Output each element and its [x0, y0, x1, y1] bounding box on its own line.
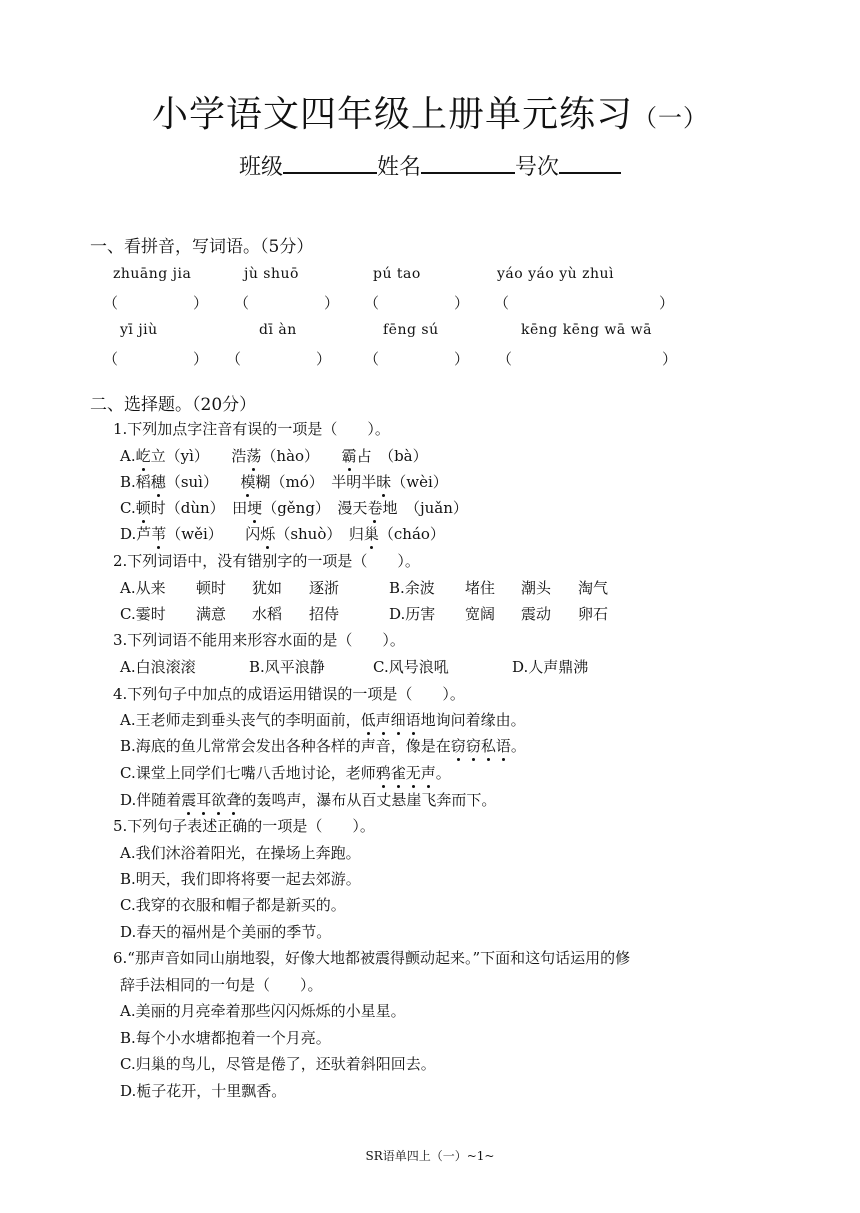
q2-word[interactable]: D.历害: [389, 605, 436, 623]
answer-paren-1[interactable]: （ ）: [103, 294, 209, 312]
q5-option-d[interactable]: D.春天的福州是个美丽的季节。: [120, 923, 332, 941]
dotted-char: 昧: [376, 473, 392, 491]
q3-option-c[interactable]: C.风号浪吼: [373, 658, 449, 676]
q2-word: 卵石: [578, 605, 609, 623]
q6-stem-line1: 6.“那声音如同山崩地裂，好像大地都被震得颤动起来。”下面和这句话运用的修: [113, 949, 631, 967]
dotted-char: 低: [360, 711, 376, 729]
answer-paren-5[interactable]: （ ）: [103, 350, 209, 368]
dotted-char: 雀: [390, 764, 406, 782]
dotted-idiom: [376, 764, 436, 782]
dotted-char: 细: [390, 711, 406, 729]
q5-stem: 5.下列句子表述正确的一项是（ ）。: [113, 817, 375, 835]
q2-word: 堵住: [465, 579, 496, 597]
pinyin-1: zhuāng jia: [113, 266, 192, 282]
q2-stem: 2.下列词语中，没有错别字的一项是（ ）。: [113, 552, 420, 570]
section2-heading: 二、选择题。（20分）: [90, 395, 257, 415]
pinyin-4: yáo yáo yù zhuì: [497, 266, 615, 282]
pinyin-5: yī jiù: [120, 322, 158, 338]
dotted-char: 聋: [226, 791, 242, 809]
dotted-idiom: [361, 711, 421, 729]
dotted-char: 耳: [196, 791, 212, 809]
dotted-char: 苇: [151, 525, 167, 543]
pinyin-7: fēng sú: [383, 322, 439, 338]
title-suffix: （一）: [633, 104, 708, 132]
q2-word: 宽阔: [465, 605, 496, 623]
q1-option-a[interactable]: A.屹立（yì） 浩荡（hào） 霸占 （bà）: [120, 447, 428, 465]
q3-stem: 3.下列词语不能用来形容水面的是（ ）。: [113, 631, 405, 649]
q2-word: 逐浙: [309, 579, 340, 597]
pinyin-6: dī àn: [259, 322, 297, 338]
dotted-char: 语: [405, 711, 421, 729]
class-blank[interactable]: [283, 150, 377, 174]
pinyin-3: pú tao: [373, 266, 421, 282]
q6-option-c[interactable]: C.归巢的鸟儿，尽管是倦了，还驮着斜阳回去。: [120, 1055, 436, 1073]
q3-option-b[interactable]: B.风平浪静: [249, 658, 325, 676]
dotted-idiom: [451, 737, 511, 755]
pinyin-8: kēng kēng wā wā: [521, 322, 653, 338]
q6-stem-line2: 辞手法相同的一句是（ ）。: [120, 976, 323, 994]
q2-word: 淘气: [578, 579, 609, 597]
dotted-char: 欲: [211, 791, 227, 809]
dotted-char: 埂: [247, 499, 263, 517]
dotted-char: 窃: [450, 737, 466, 755]
class-label: 班级: [238, 155, 283, 180]
q2-word: 满意: [196, 605, 227, 623]
answer-paren-4[interactable]: （ ）: [494, 294, 675, 312]
answer-paren-2[interactable]: （ ）: [234, 294, 340, 312]
q2-word: 犹如: [252, 579, 283, 597]
q2-word: 顿时: [196, 579, 227, 597]
dotted-char: 卷: [367, 499, 383, 517]
q2-word[interactable]: B.余波: [389, 579, 435, 597]
pinyin-2: jù shuō: [244, 266, 299, 282]
answer-paren-7[interactable]: （ ）: [364, 350, 470, 368]
answer-paren-3[interactable]: （ ）: [364, 294, 470, 312]
q1-option-b[interactable]: B.稻穗（suì） 模糊（mó） 半明半昧（wèi）: [120, 473, 448, 491]
q4-option-d[interactable]: D.伴随着震耳欲聋的轰鸣声，瀑布从百丈悬崖飞奔而下。: [120, 791, 497, 809]
dotted-char: 穗: [150, 473, 166, 491]
q1-stem: 1.下列加点字注音有误的一项是（ ）。: [113, 420, 390, 438]
q2-word: 潮头: [521, 579, 552, 597]
dotted-char: 屹: [135, 447, 151, 465]
number-label: 号次: [515, 155, 560, 180]
q5-option-b[interactable]: B.明天，我们即将将要一起去郊游。: [120, 870, 361, 888]
dotted-char: 鸦: [375, 764, 391, 782]
section1-heading: 一、看拼音，写词语。（5分）: [90, 237, 314, 257]
q2-word[interactable]: C.霎时: [120, 605, 166, 623]
q4-stem: 4.下列句子中加点的成语运用错误的一项是（ ）。: [113, 685, 465, 703]
dotted-char: 声: [420, 764, 436, 782]
student-info: [0, 150, 860, 181]
dotted-char: 震: [181, 791, 197, 809]
q6-option-d[interactable]: D.栀子花开，十里飘香。: [120, 1082, 287, 1100]
q1-option-d[interactable]: D.芦苇（wěi） 闪烁（shuò） 归巢（cháo）: [120, 525, 445, 543]
q2-word: 招侍: [309, 605, 340, 623]
dotted-char: 私: [480, 737, 496, 755]
q6-option-a[interactable]: A.美丽的月亮牵着那些闪闪烁烁的小星星。: [120, 1002, 406, 1020]
q4-option-b[interactable]: B.海底的鱼儿常常会发出各种各样的声音，像是在窃窃私语。: [120, 737, 526, 755]
q6-option-b[interactable]: B.每个小水塘都抱着一个月亮。: [120, 1029, 331, 1047]
dotted-char: 巢: [363, 525, 379, 543]
answer-paren-6[interactable]: （ ）: [226, 350, 332, 368]
dotted-char: 霸: [341, 447, 357, 465]
dotted-char: 模: [240, 473, 256, 491]
q3-option-a[interactable]: A.白浪滚滚: [120, 658, 196, 676]
dotted-idiom: [181, 791, 241, 809]
page-title: 小学语文四年级上册单元练习（一）: [151, 94, 708, 135]
dotted-char: 烁: [260, 525, 276, 543]
dotted-char: 声: [375, 711, 391, 729]
q2-word[interactable]: A.从来: [120, 579, 166, 597]
q1-option-c[interactable]: C.顿时（dùn） 田埂（gěng） 漫天卷地 （juǎn）: [120, 499, 468, 517]
page-footer: SR语单四上（一）~1~: [365, 1149, 495, 1163]
q5-option-a[interactable]: A.我们沐浴着阳光，在操场上奔跑。: [120, 844, 361, 862]
dotted-char: 窃: [465, 737, 481, 755]
q4-option-c[interactable]: C.课堂上同学们七嘴八舌地讨论，老师鸦雀无声。: [120, 764, 451, 782]
dotted-char: 无: [405, 764, 421, 782]
answer-paren-8[interactable]: （ ）: [497, 350, 678, 368]
dotted-char: 荡: [246, 447, 262, 465]
q2-word: 水稻: [252, 605, 283, 623]
name-blank[interactable]: [421, 150, 515, 174]
q4-option-a[interactable]: A.王老师走到垂头丧气的李明面前，低声细语地询问着缘由。: [120, 711, 526, 729]
name-label: 姓名: [376, 155, 421, 180]
dotted-char: 顿: [135, 499, 151, 517]
dotted-char: 语: [495, 737, 511, 755]
q5-option-c[interactable]: C.我穿的衣服和帽子都是新买的。: [120, 896, 346, 914]
q3-option-d[interactable]: D.人声鼎沸: [512, 658, 589, 676]
number-blank[interactable]: [559, 150, 621, 174]
q2-word: 震动: [521, 605, 552, 623]
